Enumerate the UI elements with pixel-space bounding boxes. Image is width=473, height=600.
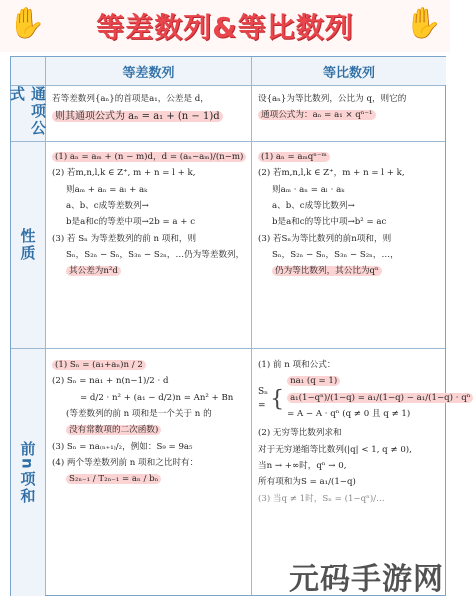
sum-arith-cell: (1) Sₙ = (a₁+aₙ)n / 2 (2) Sₙ = na₁ + n(n−1)/2 · d = d/2 · n² + (a₁ − d/2)n = An² + Bn (等差数列的前 n 项和是一个关于 n 的 没有常数项的二次函数) (3) Sₙ = na₍ₙ₊₁₎/₂，例如：S₉ = 9a₅ (4) 两个等差数列前 n 项和之比时有： S₂ₙ₋₁ / T₂ₙ₋₁ = aₙ / bₙ (52, 360, 234, 485)
column-header-geometric: 等比数列 (252, 57, 446, 85)
left-brace-icon: { (270, 386, 285, 412)
row-header-sum: 前n项和 (11, 349, 45, 596)
raised-hand-icon: ✋ (8, 6, 46, 41)
piecewise-formula: Sₙ = { na₁ (q = 1) a₁(1−qⁿ)/(1−q) = a₁/(1−q) − a₁/(1−q) · qⁿ = A − A · qⁿ (q ≠ 0 且 q ≠ 1) (258, 375, 441, 424)
row-header-property: 性质 (11, 142, 45, 348)
site-watermark: 元码手游网 (289, 562, 444, 597)
page-title: 等差数列&等比数列 (96, 11, 354, 44)
formula-geo-cell: 设{aₙ}为等比数列，公比为 q，则它的 通项公式为：aₙ = a₁ × qⁿ⁻¹ (258, 94, 407, 121)
property-geo-cell: (1) aₙ = aₘqⁿ⁻ᵐ (2) 若m,n,l,k ∈ Z⁺，m + n = l + k, 则aₘ · aₙ = aₗ · aₖ a、b、c成等比数列→ b是a和c的等比中项→b² = ac (3) 若Sₙ为等比数列的前n项和，则 Sₙ，S₂ₙ − Sₙ，S₃ₙ − S₂ₙ，…， 仍为等比数列，其公比为qⁿ (258, 152, 405, 277)
page-header (0, 0, 450, 52)
raised-hand-icon: ✋ (404, 6, 442, 41)
formula-arith-cell: 若等差数列{aₙ}的首项是a₁，公差是 d， 则其通项公式为 aₙ = a₁ + (n − 1)d (46, 89, 251, 141)
comparison-table (8, 56, 471, 596)
column-header-arithmetic: 等差数列 (46, 57, 251, 85)
corner-cell (11, 57, 45, 85)
row-header-formula: 通项公式 (11, 86, 45, 141)
sum-geo-cell: (1) 前 n 项和公式： Sₙ = { na₁ (q = 1) a₁(1−qⁿ)/(1−q) = a₁/(1−q) − a₁/(1−q) · qⁿ = A − A · qⁿ (q ≠ 0 且 q ≠ 1) (2) 无穷等比数列求和 对于无穷递缩等比数列(|q| < 1, q ≠ 0), 当n → +∞时，qⁿ → 0, 所有项和为S = a₁/(1−q) (3) 当q ≠ 1时，Sₙ = (1−qⁿ)/… (252, 355, 447, 595)
property-arith-cell: (1) aₙ = aₘ + (n − m)d，d = (aₙ−aₘ)/(n−m) (2) 若m,n,l,k ∈ Z⁺, m + n = l + k, 则aₘ + aₙ = aₗ + aₖ a、b、c成等差数列→ b是a和c的等差中项→2b = a + c (3) 若 Sₙ 为等差数列的前 n 项和，则 Sₙ，S₂ₙ − Sₙ，S₃ₙ − S₂ₙ，…仍为等差数列， 其公差为n²d (46, 147, 251, 347)
